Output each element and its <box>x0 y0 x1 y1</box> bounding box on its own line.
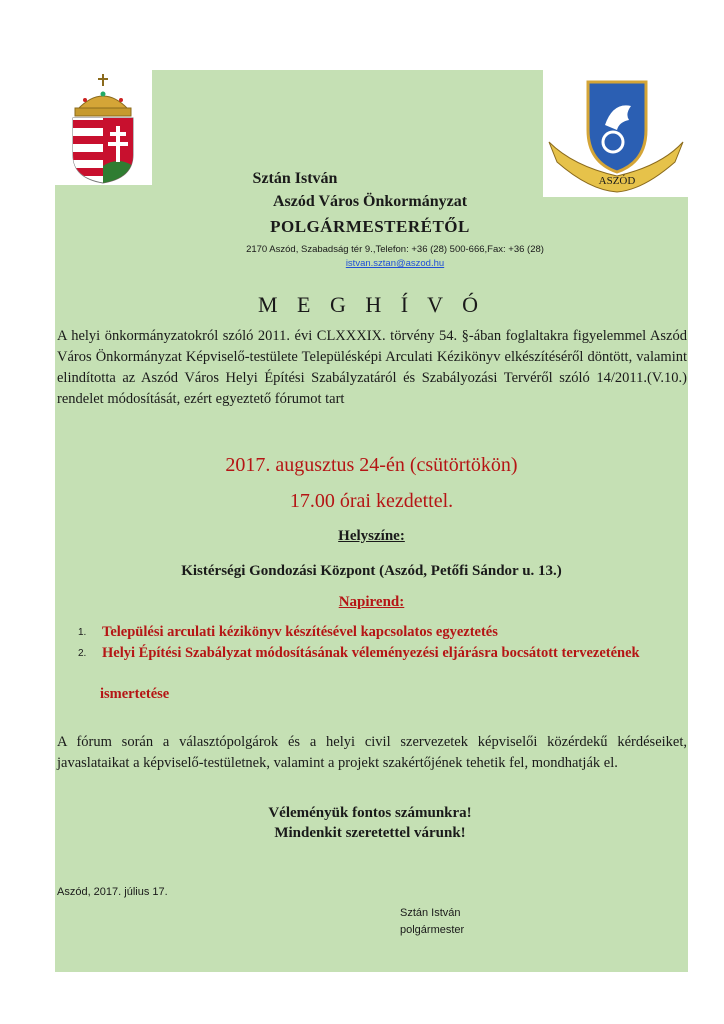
agenda-item-text: Helyi Építési Szabályzat módosításának véleményezési eljárásra bocsátott tervezetének <box>102 645 640 661</box>
closing-line-2: Mindenkit szeretettel várunk! <box>274 825 466 841</box>
aszod-coat-of-arms-logo <box>543 70 688 197</box>
crest-banner-text: ASZÓD <box>598 175 636 187</box>
venue-place: Kistérségi Gondozási Központ (Aszód, Petőfi Sándor u. 13.) <box>181 563 562 579</box>
agenda-item <box>78 643 678 664</box>
hungary-crest-icon <box>55 70 152 185</box>
sender-title: POLGÁRMESTERÉTŐL <box>270 217 470 236</box>
agenda-item-number: 2. <box>78 648 87 659</box>
aszod-crest-icon <box>543 70 688 197</box>
hungary-coat-of-arms-logo <box>55 70 152 185</box>
event-date: 2017. augusztus 24-én (csütörtökön) <box>225 454 518 476</box>
agenda-item-continuation: ismertetése <box>100 686 170 702</box>
closing-line-1: Véleményük fontos számunkra! <box>268 805 472 821</box>
signature-date: Aszód, 2017. július 17. <box>57 886 168 898</box>
sender-address: 2170 Aszód, Szabadság tér 9.,Telefon: +36 (28) 500-666,Fax: +36 (28) <box>246 244 544 255</box>
agenda-list <box>78 622 678 705</box>
agenda-item-number: 1. <box>78 627 87 638</box>
agenda-item <box>78 622 678 643</box>
signature-name: Sztán István <box>400 907 461 919</box>
event-time: 17.00 órai kezdettel. <box>289 490 454 512</box>
outro-paragraph: A fórum során a választópolgárok és a helyi civil szervezetek képviselői közérdekű kérdéseiket, javaslataikat a képviselő-testületnek, valamint a projekt szakértőjének tehetik fel, mondhatják el. <box>57 734 687 771</box>
sender-email-link[interactable]: istvan.sztan@aszod.hu <box>345 258 445 269</box>
agenda-item-text: Települési arculati kézikönyv készítésével kapcsolatos egyeztetés <box>102 624 498 640</box>
sender-name: Sztán István <box>252 170 338 187</box>
sender-organization: Aszód Város Önkormányzat <box>272 193 468 210</box>
signature-role: polgármester <box>400 924 465 936</box>
document-title: M E G H Í V Ó <box>257 292 486 317</box>
intro-paragraph: A helyi önkormányzatokról szóló 2011. évi CLXXXIX. törvény 54. §-ában foglaltakra figyelemmel Aszód Város Önkormányzat Képviselő-testülete Településképi Arculati Kézikönyv elkészítéséről döntött, valamint elindította az Aszód Város Helyi Építési Szabályzatáról és Szabályozási Tervéről szóló 14/2011.(V.10.) rendelet módosítását, ezért egyeztető fórumot tart <box>57 328 687 407</box>
venue-label: Helyszíne: <box>338 528 405 544</box>
agenda-label: Napirend: <box>338 594 405 610</box>
